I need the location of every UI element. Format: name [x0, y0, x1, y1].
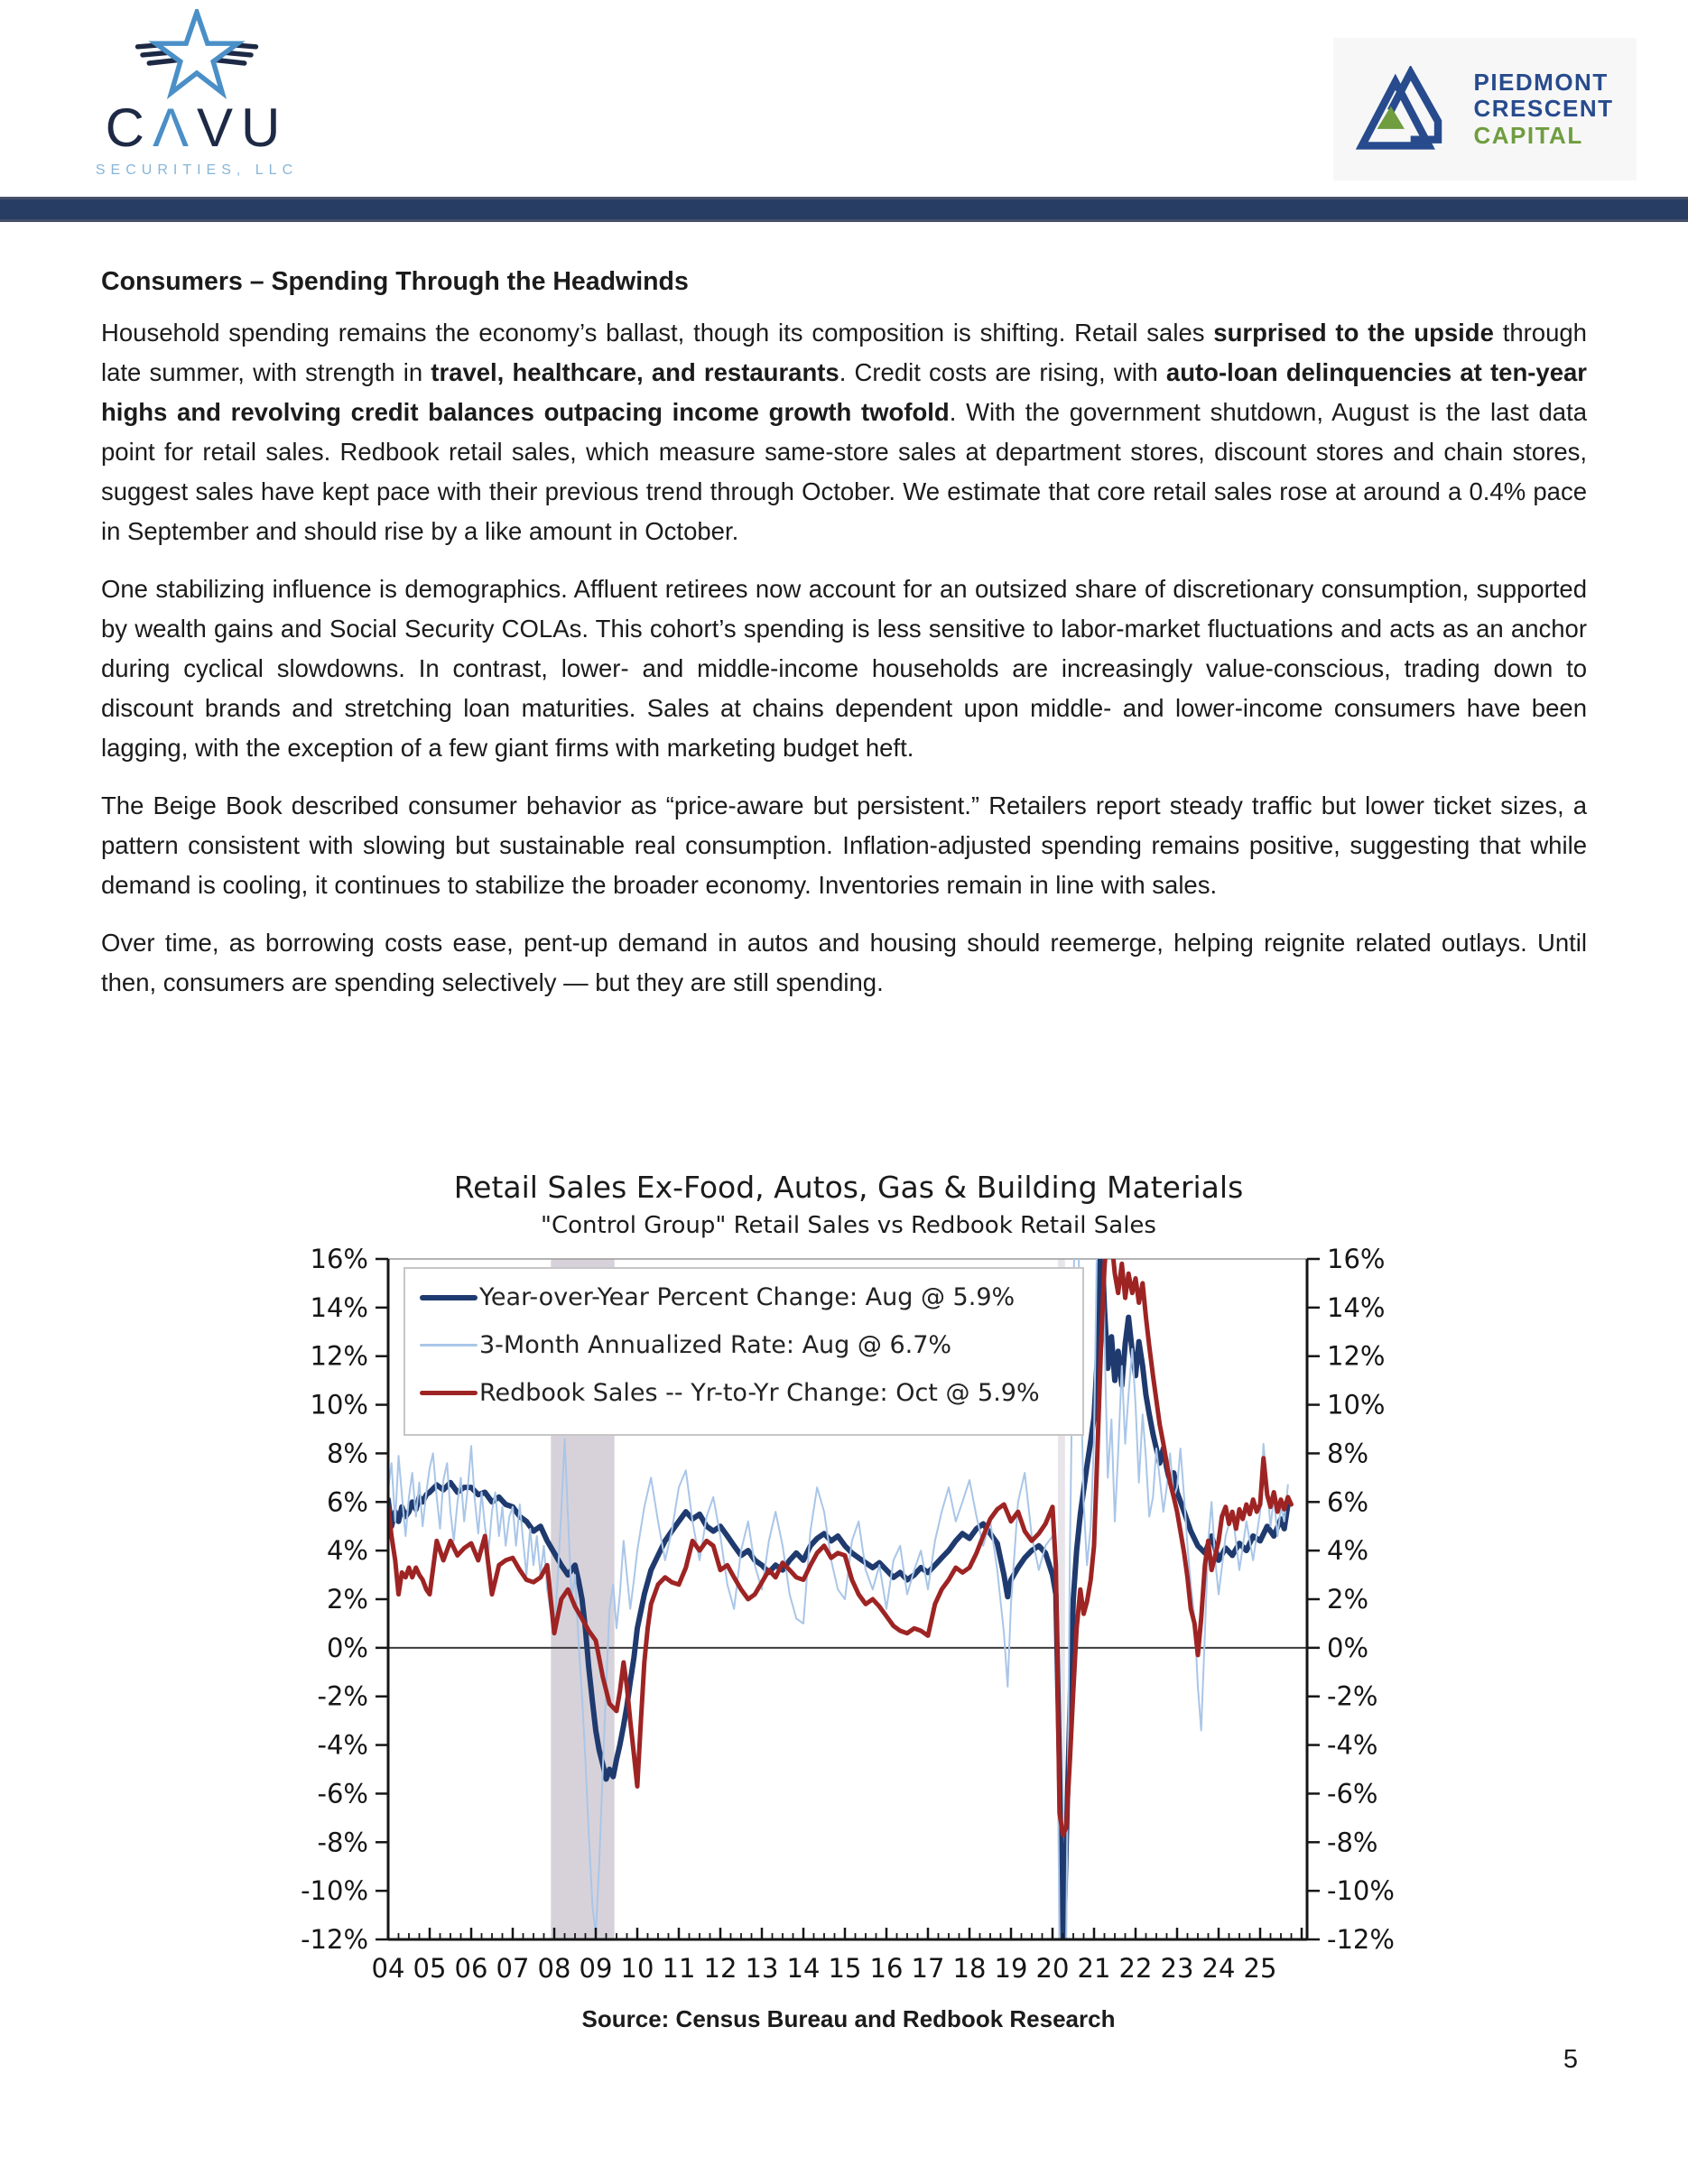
paragraph: Household spending remains the economy’s ballast, though its composition is shifting. Retail sales surprised to the upside through late summer, with strength in travel, healthcare, and restaurants. Credit costs are rising, with auto-loan delinquencies at ten-year highs and revolving credit balances outpacing income growth twofold. With the government shutdown, August is the last data point for retail sales. Redbook retail sales, which measure same-store sales at department stores, discount stores and chain stores, suggest sales have kept pace with their previous trend through October. We estimate that core retail sales rose at around a 0.4% pace in September and should rise by a like amount in October.: [101, 318, 1588, 545]
y-axis-label-left: 6%: [326, 1486, 368, 1518]
x-axis-label: 15: [828, 1953, 862, 1984]
y-axis-label-right: -10%: [1327, 1875, 1395, 1907]
chart-source: Source: Census Bureau and Redbook Research: [581, 2005, 1116, 2032]
y-axis-label-right: 16%: [1327, 1244, 1386, 1274]
legend-row: [420, 1331, 1066, 1359]
piedmont-line1: PIEDMONT: [1473, 69, 1609, 97]
y-axis-label-left: 4%: [326, 1535, 368, 1567]
x-axis-label: 18: [952, 1953, 987, 1984]
legend-label: Year-over-Year Percent Change: Aug @ 5.9%: [479, 1283, 1016, 1311]
piedmont-line2: CRESCENT: [1473, 95, 1614, 123]
y-axis-label-left: -8%: [317, 1827, 368, 1858]
chart-subtitle: "Control Group" Retail Sales vs Redbook Retail Sales: [541, 1212, 1156, 1239]
cavu-logo: [79, 9, 314, 179]
x-axis-label: 13: [745, 1953, 779, 1984]
y-axis-label-right: 4%: [1327, 1535, 1369, 1567]
x-axis-label: 10: [620, 1953, 654, 1984]
x-axis-label: 16: [869, 1953, 904, 1984]
x-axis-label: 09: [579, 1953, 613, 1984]
cavu-star-icon: [129, 9, 264, 99]
y-axis-label-left: 8%: [326, 1438, 368, 1469]
x-axis-label: 19: [994, 1953, 1028, 1984]
page-number: 5: [1563, 2045, 1579, 2074]
legend-row: [420, 1379, 1066, 1407]
x-axis-label: 05: [413, 1953, 447, 1984]
legend-label: 3-Month Annualized Rate: Aug @ 6.7%: [479, 1331, 952, 1359]
x-axis-label: 11: [662, 1953, 696, 1984]
chart-legend: [403, 1267, 1084, 1436]
legend-swatch: [420, 1391, 478, 1395]
cavu-wordmark: CΛVU: [105, 97, 289, 158]
y-axis-label-right: 14%: [1327, 1291, 1386, 1323]
x-axis-label: 23: [1160, 1953, 1194, 1984]
y-axis-label-left: 14%: [310, 1291, 368, 1323]
x-axis-label: 20: [1035, 1953, 1070, 1984]
paragraph: The Beige Book described consumer behavior as “price-aware but persistent.” Retailers report steady traffic but lower ticket sizes, a pattern consistent with slowing but sustainable real consumption. Inflation-adjusted spending remains positive, suggesting that while demand is cooling, it continues to stabilize the broader economy. Inventories remain in line with sales.: [101, 791, 1587, 899]
y-axis-label-right: 8%: [1327, 1438, 1369, 1469]
y-axis-label-left: 2%: [326, 1584, 368, 1615]
y-axis-label-left: 0%: [326, 1632, 368, 1663]
paragraph: One stabilizing influence is demographics. Affluent retirees now account for an outsized share of discretionary consumption, supported by wealth gains and Social Security COLAs. This cohort’s spending is less sensitive to labor-market fluctuations and acts as an anchor during cyclical slowdowns. In contrast, lower- and middle-income households are increasingly value-conscious, trading down to discount brands and stretching loan maturities. Sales at chains dependent upon middle- and lower-income consumers have been lagging, with the exception of a few giant firms with marketing budget heft.: [101, 574, 1587, 762]
x-axis-label: 07: [496, 1953, 530, 1984]
x-axis-label: 04: [371, 1953, 405, 1984]
y-axis-label-left: 12%: [310, 1340, 368, 1372]
y-axis-label-right: -12%: [1327, 1924, 1395, 1955]
legend-swatch: [420, 1295, 478, 1300]
y-axis-label-right: 6%: [1327, 1486, 1369, 1518]
y-axis-label-right: 12%: [1327, 1340, 1386, 1372]
legend-label: Redbook Sales -- Yr-to-Yr Change: Oct @ 5.9%: [479, 1379, 1040, 1407]
piedmont-mountain-icon: [1356, 66, 1462, 153]
x-axis-label: 22: [1118, 1953, 1153, 1984]
piedmont-logo: [1333, 38, 1637, 180]
y-axis-label-right: 10%: [1327, 1389, 1386, 1421]
x-axis-label: 24: [1201, 1953, 1236, 1984]
legend-swatch: [420, 1344, 478, 1346]
article-heading: Consumers – Spending Through the Headwinds: [101, 267, 689, 296]
x-axis-label: 06: [454, 1953, 488, 1984]
y-axis-label-left: -4%: [317, 1729, 368, 1761]
x-axis-label: 14: [786, 1953, 821, 1984]
legend-row: [420, 1283, 1066, 1311]
y-axis-label-right: -4%: [1327, 1729, 1378, 1761]
y-axis-label-right: 2%: [1327, 1584, 1369, 1615]
x-axis-label: 25: [1243, 1953, 1277, 1984]
paragraph: Over time, as borrowing costs ease, pent-up demand in autos and housing should reemerge, helping reignite related outlays. Until then, consumers are spending selectively — but they are still spending.: [101, 928, 1587, 996]
x-axis-label: 21: [1077, 1953, 1111, 1984]
y-axis-label-right: -2%: [1327, 1680, 1378, 1712]
y-axis-label-left: 16%: [310, 1244, 368, 1274]
y-axis-label-left: -6%: [317, 1778, 368, 1809]
piedmont-line3: CAPITAL: [1473, 121, 1583, 149]
cavu-subtitle: SECURITIES, LLC: [95, 162, 299, 178]
chart-title: Retail Sales Ex-Food, Autos, Gas & Building Materials: [453, 1170, 1244, 1205]
x-axis-label: 17: [911, 1953, 945, 1984]
header-divider-bar: [0, 197, 1688, 222]
x-axis-label: 08: [537, 1953, 571, 1984]
piedmont-wordmark: [1473, 69, 1613, 148]
y-axis-label-left: 10%: [310, 1389, 368, 1421]
y-axis-label-left: -12%: [301, 1924, 368, 1955]
x-axis-label: 12: [703, 1953, 737, 1984]
article: [101, 262, 1587, 1021]
y-axis-label-left: -2%: [317, 1680, 368, 1712]
y-axis-label-right: -8%: [1327, 1827, 1378, 1858]
y-axis-label-right: 0%: [1327, 1632, 1369, 1663]
y-axis-label-right: -6%: [1327, 1778, 1378, 1809]
y-axis-label-left: -10%: [301, 1875, 368, 1907]
